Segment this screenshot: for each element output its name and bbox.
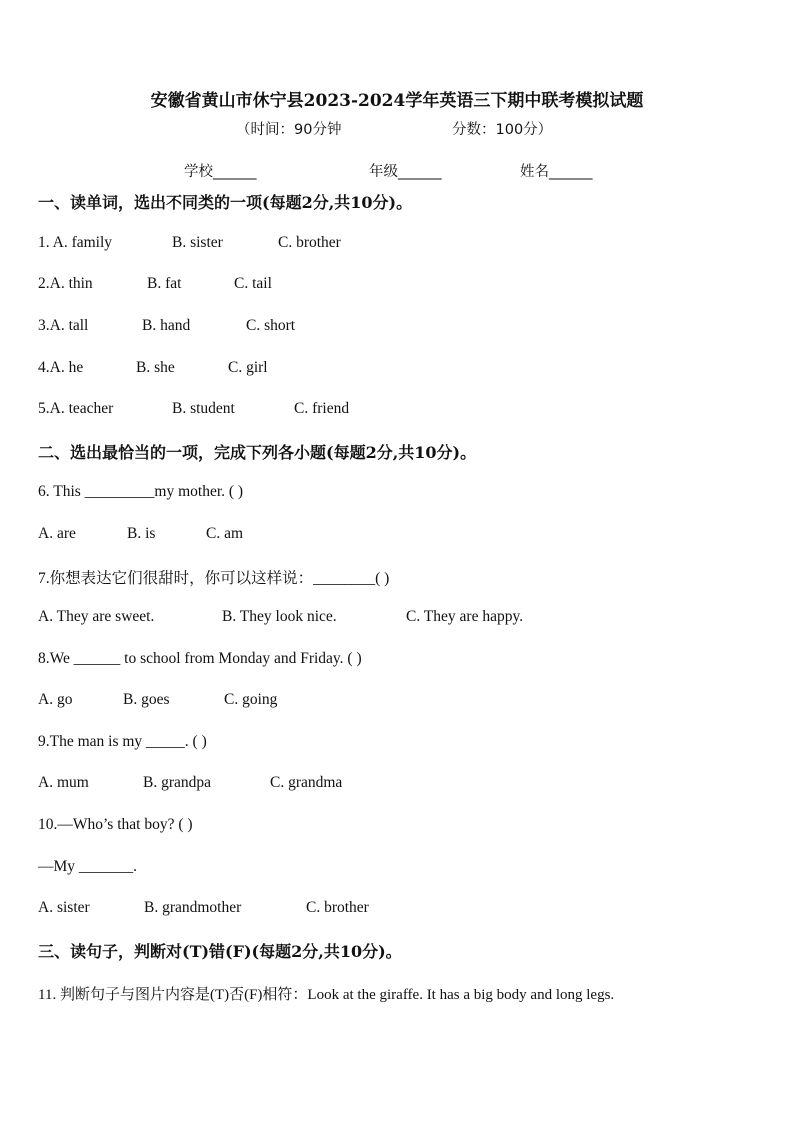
name-field: 姓名______ bbox=[520, 164, 593, 180]
q9-option-a: A. mum bbox=[38, 774, 89, 791]
q10-reply: —My _______. bbox=[38, 858, 138, 875]
grade-field: 年级______ bbox=[369, 164, 442, 180]
q8-option-a: A. go bbox=[38, 691, 73, 708]
q9-option-b: B. grandpa bbox=[143, 774, 212, 791]
q10-option-a: A. sister bbox=[38, 899, 90, 916]
exam-title: 安徽省黄山市休宁县2023-2024学年英语三下期中联考模拟试题 bbox=[150, 91, 644, 111]
q6-stem: 6. This _________my mother. ( ) bbox=[38, 483, 244, 500]
q1-option-b: B. sister bbox=[172, 234, 223, 251]
q4-option-c: C. girl bbox=[228, 359, 268, 376]
school-field: 学校______ bbox=[184, 164, 257, 180]
q3-option-b: B. hand bbox=[142, 317, 191, 334]
q3-option-a: 3.A. tall bbox=[38, 317, 89, 334]
q11-stem: 11. 判断句子与图片内容是(T)否(F)相符：Look at the giraffe. It has a big body and long legs. bbox=[38, 987, 615, 1003]
q10-stem: 10.—Who’s that boy? ( ) bbox=[38, 816, 193, 833]
q4-option-b: B. she bbox=[136, 359, 175, 376]
section-3-heading: 三、读句子，判断对(T)错(F)(每题2分,共10分)。 bbox=[38, 942, 402, 961]
q2-option-c: C. tail bbox=[234, 275, 272, 292]
q2-option-a: 2.A. thin bbox=[38, 275, 93, 292]
exam-score: 分数：100分） bbox=[452, 122, 553, 138]
q10-option-b: B. grandmother bbox=[144, 899, 242, 916]
q9-option-c: C. grandma bbox=[270, 774, 343, 791]
exam-time: （时间：90分钟 bbox=[236, 122, 342, 138]
q1-option-a: 1. A. family bbox=[38, 234, 113, 251]
section-1-heading: 一、读单词，选出不同类的一项(每题2分,共10分)。 bbox=[38, 193, 413, 212]
q7-stem: 7.你想表达它们很甜时，你可以这样说：________( ) bbox=[38, 570, 390, 587]
q7-option-c: C. They are happy. bbox=[406, 608, 524, 625]
q8-option-b: B. goes bbox=[123, 691, 170, 708]
q10-option-c: C. brother bbox=[306, 899, 369, 916]
q5-option-a: 5.A. teacher bbox=[38, 400, 114, 417]
q8-stem: 8.We ______ to school from Monday and Friday. ( ) bbox=[38, 650, 362, 667]
q6-option-b: B. is bbox=[127, 525, 156, 542]
q7-option-b: B. They look nice. bbox=[222, 608, 337, 625]
q5-option-b: B. student bbox=[172, 400, 235, 417]
q6-option-a: A. are bbox=[38, 525, 76, 542]
q9-stem: 9.The man is my _____. ( ) bbox=[38, 733, 207, 750]
section-2-heading: 二、选出最恰当的一项，完成下列各小题(每题2分,共10分)。 bbox=[38, 443, 477, 462]
q7-option-a: A. They are sweet. bbox=[38, 608, 155, 625]
q4-option-a: 4.A. he bbox=[38, 359, 84, 376]
q6-option-c: C. am bbox=[206, 525, 244, 542]
q5-option-c: C. friend bbox=[294, 400, 350, 417]
q3-option-c: C. short bbox=[246, 317, 296, 334]
q2-option-b: B. fat bbox=[147, 275, 182, 292]
q1-option-c: C. brother bbox=[278, 234, 341, 251]
q8-option-c: C. going bbox=[224, 691, 278, 708]
